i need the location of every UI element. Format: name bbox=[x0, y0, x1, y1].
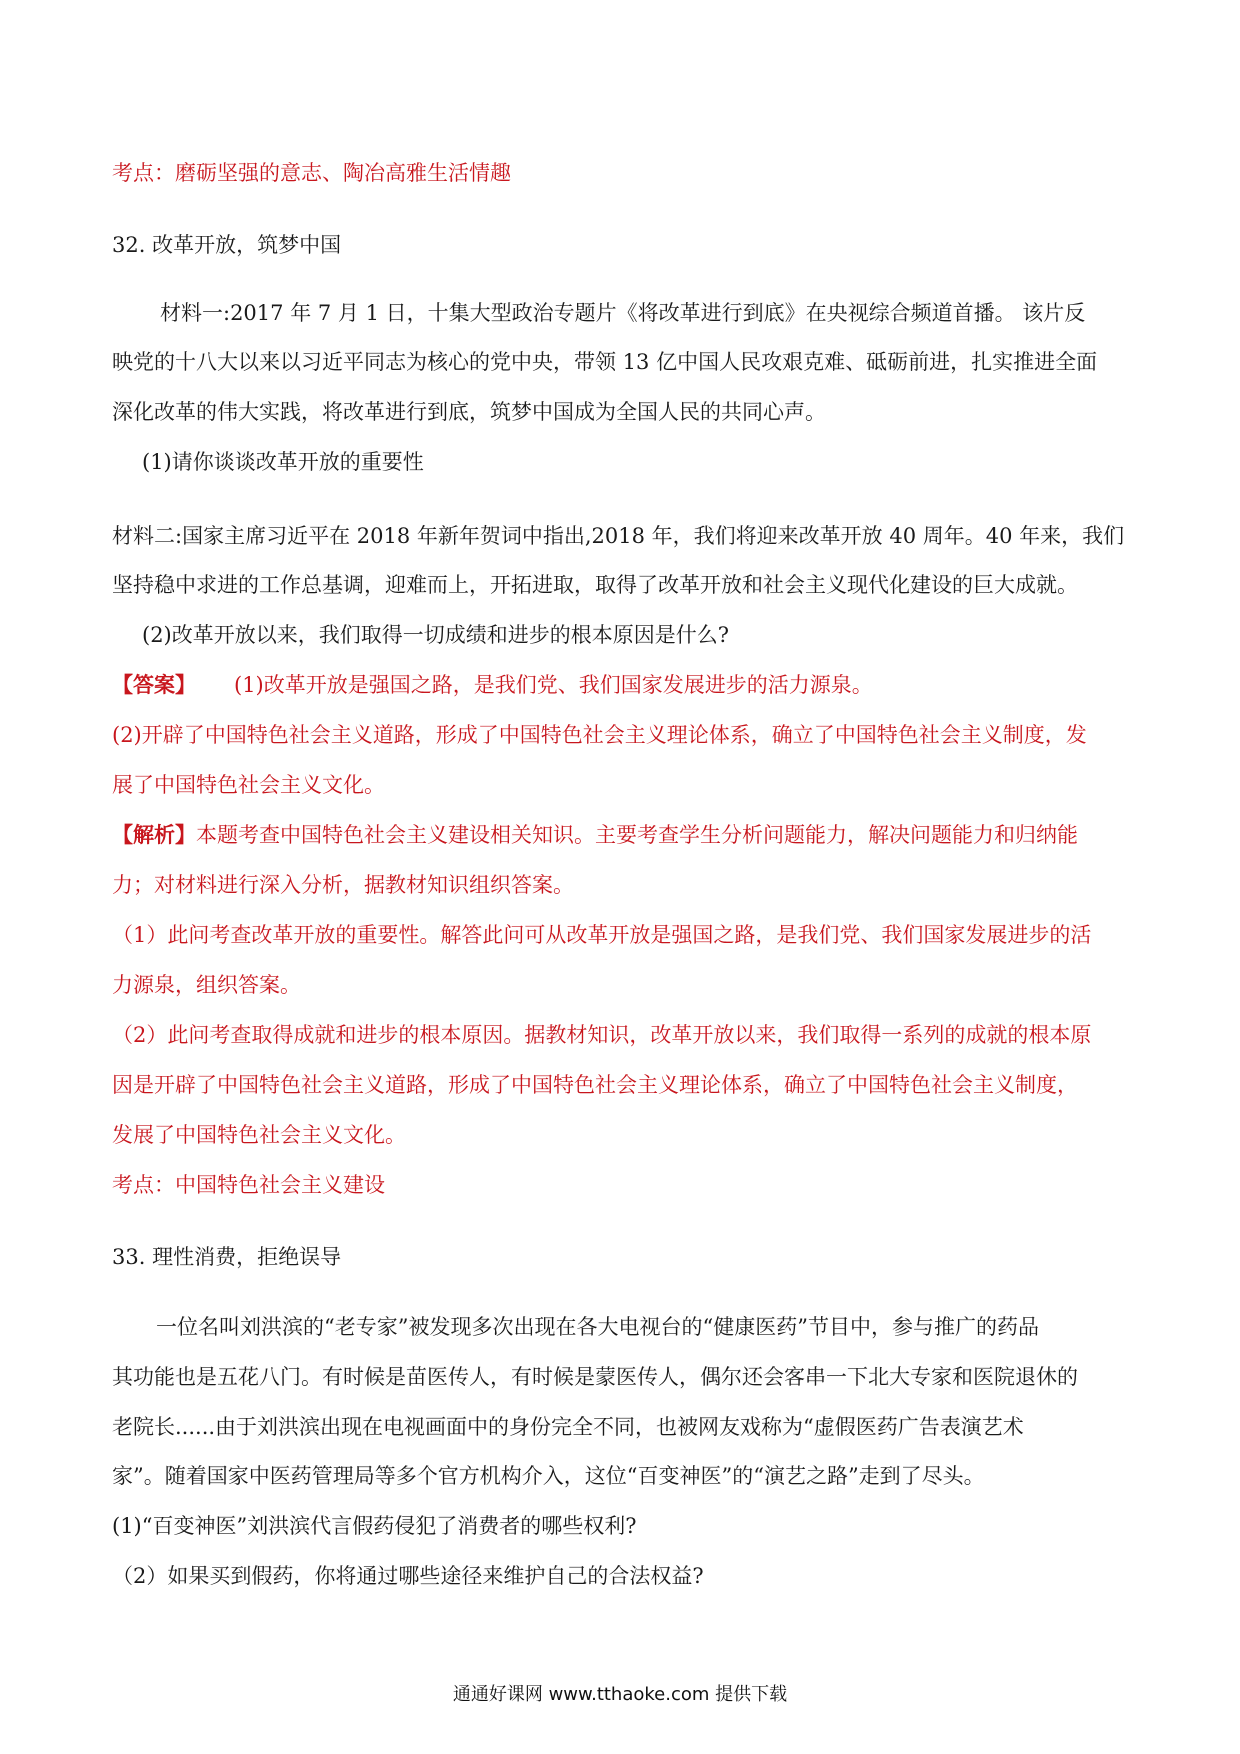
analysis-label: 【解析】 bbox=[112, 822, 196, 847]
q32-answer2-line: 展了中国特色社会主义文化。 bbox=[112, 773, 385, 797]
q33-question2: （2）如果买到假药，你将通过哪些途径来维护自己的合法权益? bbox=[112, 1564, 704, 1588]
q33-material-line: 一位名叫刘洪滨的“老专家”被发现多次出现在各大电视台的“健康医药”节目中，参与推广的药品 bbox=[156, 1315, 1039, 1339]
q32-material1-line: 材料一:2017 年 7 月 1 日，十集大型政治专题片《将改革进行到底》在央视综合频道首播。 该片反 bbox=[160, 301, 1086, 325]
q32-analysis-line: 力源泉，组织答案。 bbox=[112, 973, 301, 997]
q32-analysis-line: （1）此问考查改革开放的重要性。解答此问可从改革开放是强国之路，是我们党、我们国家发展进步的活 bbox=[112, 923, 1092, 947]
q33-title: 33. 理性消费，拒绝误导 bbox=[112, 1245, 342, 1269]
answer-text: (1)改革开放是强国之路，是我们党、我们国家发展进步的活力源泉。 bbox=[234, 673, 873, 697]
q32-material1-line: 映党的十八大以来以习近平同志为核心的党中央，带领 13 亿中国人民攻艰克难、砥砺前进，扎实推进全面 bbox=[112, 350, 1098, 374]
q32-material1-line: 深化改革的伟大实践，将改革进行到底，筑梦中国成为全国人民的共同心声。 bbox=[112, 400, 826, 424]
q32-analysis-line: 发展了中国特色社会主义文化。 bbox=[112, 1123, 406, 1147]
q32-material2-line: 材料二:国家主席习近平在 2018 年新年贺词中指出,2018 年，我们将迎来改革开放 40 周年。40 年来，我们 bbox=[112, 524, 1125, 548]
q32-answer2-line: (2)开辟了中国特色社会主义道路，形成了中国特色社会主义理论体系，确立了中国特色社会主义制度，发 bbox=[112, 723, 1087, 747]
q33-material-line: 家”。随着国家中医药管理局等多个官方机构介入，这位“百变神医”的“演艺之路”走到了尽头。 bbox=[112, 1464, 985, 1488]
q32-kaodian: 考点：中国特色社会主义建设 bbox=[112, 1173, 385, 1197]
q33-question1: (1)“百变神医”刘洪滨代言假药侵犯了消费者的哪些权利? bbox=[112, 1514, 637, 1538]
q32-analysis-line: 因是开辟了中国特色社会主义道路，形成了中国特色社会主义理论体系，确立了中国特色社会主义制度， bbox=[112, 1073, 1078, 1097]
q32-material2-line: 坚持稳中求进的工作总基调，迎难而上，开拓进取，取得了改革开放和社会主义现代化建设的巨大成就。 bbox=[112, 573, 1078, 597]
q32-analysis-line: （2）此问考查取得成就和进步的根本原因。据教材知识，改革开放以来，我们取得一系列的成就的根本原 bbox=[112, 1023, 1092, 1047]
analysis-text: 本题考查中国特色社会主义建设相关知识。主要考查学生分析问题能力，解决问题能力和归纳能 bbox=[196, 823, 1078, 847]
q32-title: 32. 改革开放，筑梦中国 bbox=[112, 233, 342, 257]
q31-kaodian: 考点：磨砺坚强的意志、陶冶高雅生活情趣 bbox=[112, 161, 511, 185]
q32-question2: (2)改革开放以来，我们取得一切成绩和进步的根本原因是什么? bbox=[142, 623, 730, 647]
q33-material-line: 老院长......由于刘洪滨出现在电视画面中的身份完全不同，也被网友戏称为“虚假医药广告表演艺术 bbox=[112, 1415, 1024, 1439]
answer-label: 【答案】 bbox=[112, 672, 196, 697]
q32-analysis-line1 bbox=[112, 820, 1078, 850]
q32-analysis-line: 力；对材料进行深入分析，据教材知识组织答案。 bbox=[112, 873, 574, 897]
q32-answer-line1 bbox=[112, 670, 873, 700]
q32-question1: (1)请你谈谈改革开放的重要性 bbox=[142, 450, 424, 474]
q33-material-line: 其功能也是五花八门。有时候是苗医传人，有时候是蒙医传人，偶尔还会客串一下北大专家和医院退休的 bbox=[112, 1365, 1078, 1389]
page-footer: 通通好课网 www.tthaoke.com 提供下载 bbox=[452, 1684, 788, 1705]
